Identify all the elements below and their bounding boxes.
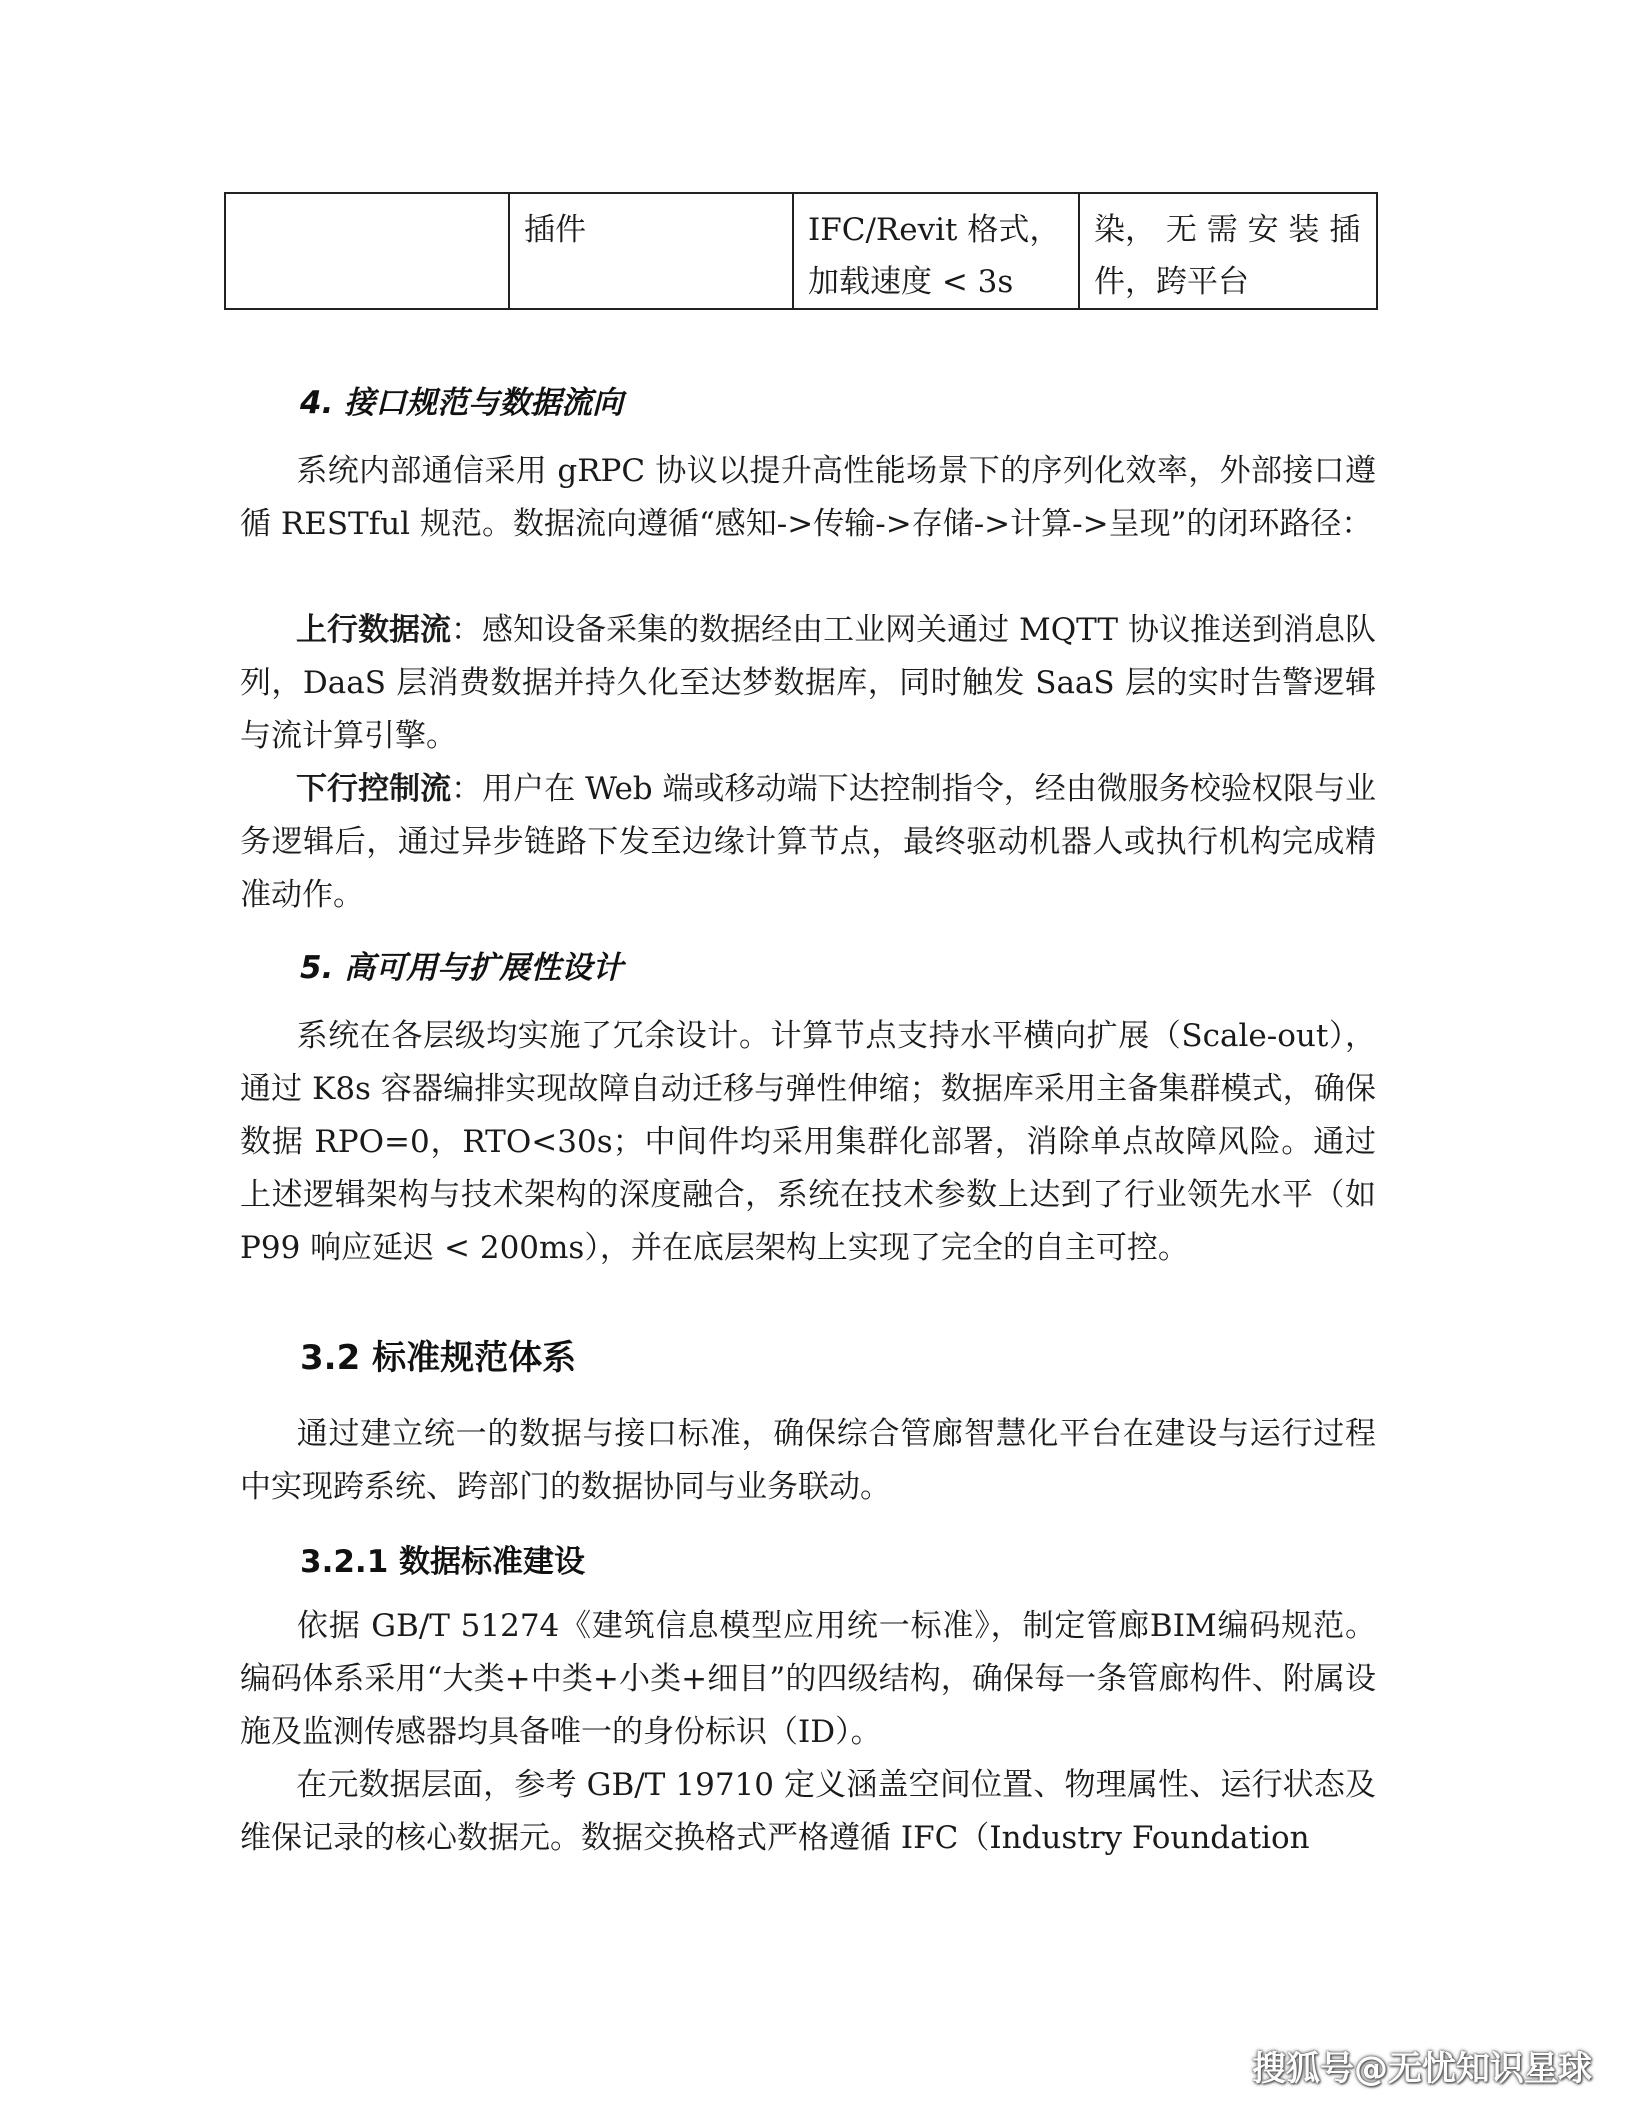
section-3-2-paragraph [240, 1408, 1376, 1514]
downstream-label: 下行控制流 [296, 771, 452, 807]
table-cell: IFC/Revit 格式，加载速度 < 3s [793, 193, 1079, 309]
paragraph-text: ：感知设备采集的数据经由工业网关通过 MQTT 协议推送到消息队列，DaaS 层消费数据并持久化至达梦数据库，同时触发 SaaS 层的实时告警逻辑与流计算引擎。 [240, 612, 1377, 754]
paragraph-text: 通过建立统一的数据与接口标准，确保综合管廊智慧化平台在建设与运行过程中实现跨系统、跨部门的数据协同与业务联动。 [240, 1416, 1376, 1505]
section-3-2-1-heading: 3.2.1 数据标准建设 [300, 1544, 586, 1580]
section-5-paragraph [240, 1010, 1376, 1275]
watermark-text: 搜狐号@无忧知识星球 [1252, 2049, 1592, 2089]
table-cell: 插件 [509, 193, 793, 309]
spec-table-fragment [224, 192, 1378, 310]
paragraph-text: 依据 GB/T 51274《建筑信息模型应用统一标准》，制定管廊BIM编码规范。编码体系采用“大类+中类+小类+细目”的四级结构，确保每一条管廊构件、附属设施及监测传感器均具备唯一的身份标识（ID）。 [240, 1608, 1376, 1750]
paragraph-text: 系统内部通信采用 gRPC 协议以提升高性能场景下的序列化效率，外部接口遵循 RESTful 规范。数据流向遵循“感知->传输->存储->计算->呈现”的闭环路径： [240, 453, 1376, 542]
paragraph-text: ：用户在 Web 端或移动端下达控制指令，经由微服务校验权限与业务逻辑后，通过异步链路下发至边缘计算节点，最终驱动机器人或执行机构完成精准动作。 [240, 771, 1377, 913]
section-3-2-heading: 3.2 标准规范体系 [300, 1338, 577, 1378]
downstream-control-paragraph [240, 763, 1376, 922]
table-row [225, 193, 1377, 309]
section-3-2-1-paragraph-1 [240, 1600, 1376, 1759]
section-4-paragraph [240, 445, 1376, 551]
table-cell: 染， 无 需 安 装 插件，跨平台 [1079, 193, 1377, 309]
section-4-heading: 4. 接口规范与数据流向 [300, 385, 624, 421]
section-5-heading: 5. 高可用与扩展性设计 [300, 950, 624, 986]
paragraph-text: 系统在各层级均实施了冗余设计。计算节点支持水平横向扩展（Scale-out），通过 K8s 容器编排实现故障自动迁移与弹性伸缩；数据库采用主备集群模式，确保数据 RPO=0，RTO<30s；中间件均采用集群化部署，消除单点故障风险。通过上述逻辑架构与技术架构的深度融合，系统在技术参数上达到了行业领先水平（如 P99 响应延迟 < 200ms），并在底层架构上实现了完全的自主可控。 [240, 1018, 1376, 1266]
upstream-dataflow-paragraph [240, 604, 1376, 763]
upstream-label: 上行数据流 [296, 612, 452, 648]
paragraph-text: 在元数据层面，参考 GB/T 19710 定义涵盖空间位置、物理属性、运行状态及维保记录的核心数据元。数据交换格式严格遵循 IFC（Industry Foundation [240, 1767, 1376, 1856]
table-cell [225, 193, 509, 309]
section-3-2-1-paragraph-2 [240, 1759, 1376, 1865]
